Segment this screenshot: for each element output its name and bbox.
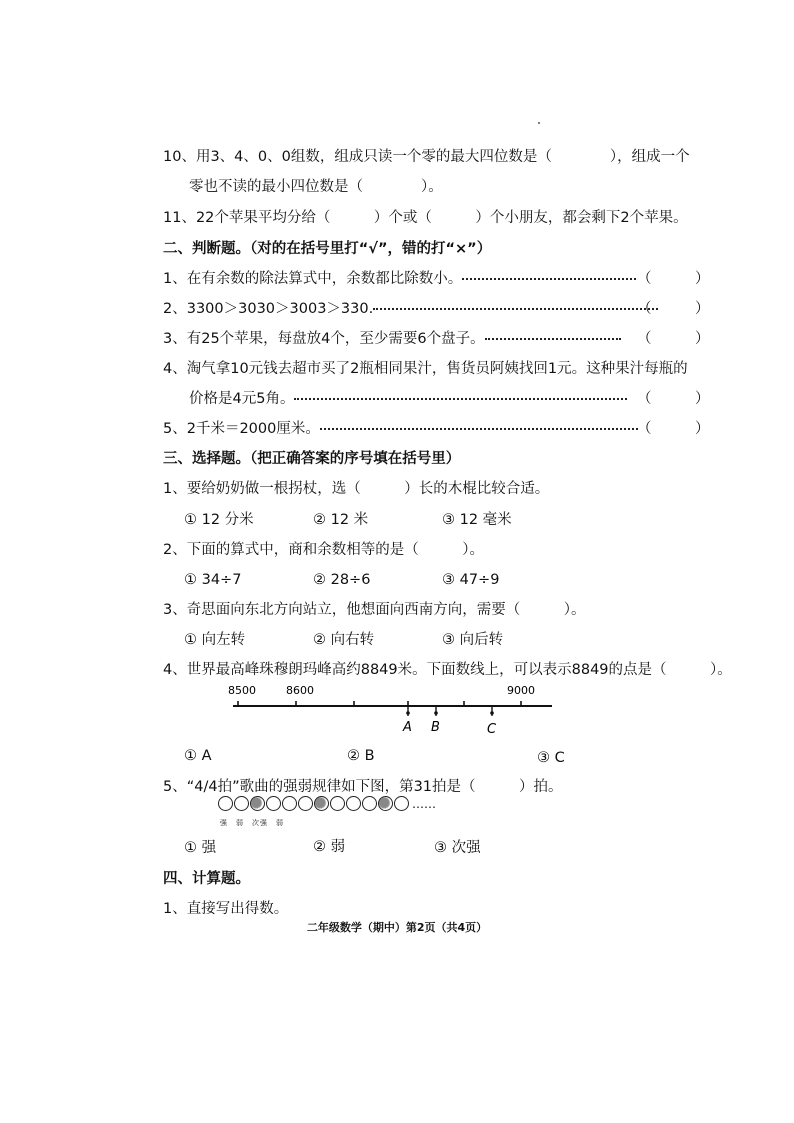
beat-circle xyxy=(394,796,409,811)
choice-q2: 2、下面的算式中，商和余数相等的是（ ）。 xyxy=(163,542,484,558)
page-footer: 二年级数学（期中）第2页（共4页） xyxy=(306,921,488,934)
beat-circle xyxy=(234,796,249,811)
choice-q4-option-1[interactable]: ① A xyxy=(184,748,212,764)
choice-q3-option-3[interactable]: ③ 向后转 xyxy=(442,632,504,648)
tick-label-9000: 9000 xyxy=(507,684,535,697)
beat-ellipsis: …… xyxy=(412,796,436,811)
calc-q1: 1、直接写出得数。 xyxy=(163,901,289,917)
choice-q1-option-2[interactable]: ② 12 米 xyxy=(313,512,369,528)
choice-q5: 5、“4/4拍”歌曲的强弱规律如下图，第31拍是（ ）拍。 xyxy=(163,779,563,795)
choice-q5-option-1[interactable]: ① 强 xyxy=(184,840,217,856)
judge-item-2-text: 2、3300＞3030＞3003＞330. xyxy=(163,301,374,317)
choice-q2-option-3[interactable]: ③ 47÷9 xyxy=(442,572,500,588)
beat-circle xyxy=(298,796,313,811)
number-line xyxy=(0,680,794,770)
beat-circle xyxy=(282,796,297,811)
judge-item-3 xyxy=(163,330,621,348)
judge-item-4-paren[interactable]: （ ） xyxy=(637,391,710,407)
choice-q4-option-3[interactable]: ③ C xyxy=(537,750,565,766)
beat-circle xyxy=(362,796,377,811)
section3-title: 三、选择题。（把正确答案的序号填在括号里） xyxy=(163,451,461,467)
q11: 11、22个苹果平均分给（ ）个或（ ）个小朋友，都会剩下2个苹果。 xyxy=(163,210,688,226)
choice-q4-option-2[interactable]: ② B xyxy=(347,748,375,764)
section4-title: 四、计算题。 xyxy=(163,871,250,887)
judge-item-5-paren[interactable]: （ ） xyxy=(637,421,710,437)
point-label-a: A xyxy=(403,720,412,735)
q10-line2: 零也不读的最小四位数是（ ）。 xyxy=(189,179,443,195)
tick-label-8600: 8600 xyxy=(286,684,314,697)
judge-item-3-text: 3、有25个苹果，每盘放4个，至少需要6个盘子。 xyxy=(163,331,485,347)
dot-leader xyxy=(485,338,621,340)
section2-title: 二、判断题。（对的在括号里打“√”，错的打“×”） xyxy=(163,241,492,257)
judge-item-2-paren[interactable]: （ ） xyxy=(637,301,710,317)
q10-line1: 10、用3、4、0、0组数，组成只读一个零的最大四位数是（ ），组成一个 xyxy=(163,149,690,165)
judge-item-4-text2: 价格是4元5角。 xyxy=(189,391,295,407)
choice-q1: 1、要给奶奶做一根拐杖，选（ ）长的木棍比较合适。 xyxy=(163,481,550,497)
beat-circle xyxy=(330,796,345,811)
beat-circle xyxy=(346,796,361,811)
choice-q4: 4、世界最高峰珠穆朗玛峰高约8849米。下面数线上，可以表示8849的点是（ ）。 xyxy=(163,662,732,678)
choice-q3: 3、奇思面向东北方向站立，他想面向西南方向，需要（ ）。 xyxy=(163,602,586,618)
choice-q3-option-1[interactable]: ① 向左转 xyxy=(184,632,246,648)
dot-leader xyxy=(320,428,638,430)
judge-item-5-text: 5、2千米＝2000厘米。 xyxy=(163,421,320,437)
dot-leader xyxy=(294,398,627,400)
choice-q1-option-3[interactable]: ③ 12 毫米 xyxy=(442,512,512,528)
beat-circle xyxy=(314,796,329,811)
beat-circle xyxy=(218,796,233,811)
point-label-b: B xyxy=(431,720,440,735)
judge-item-1 xyxy=(163,270,636,288)
beat-labels: 强 弱 次强 弱 xyxy=(220,819,284,827)
choice-q5-option-2[interactable]: ② 弱 xyxy=(313,839,346,855)
beat-pattern xyxy=(218,796,436,811)
judge-item-4-cont xyxy=(189,390,627,408)
choice-q3-option-2[interactable]: ② 向右转 xyxy=(313,632,375,648)
tick-label-8500: 8500 xyxy=(228,684,256,697)
choice-q2-option-1[interactable]: ① 34÷7 xyxy=(184,572,242,588)
judge-item-4: 4、淘气拿10元钱去超市买了2瓶相同果汁，售货员阿姨找回1元。这种果汁每瓶的 xyxy=(163,361,688,377)
judge-item-2 xyxy=(163,300,658,318)
judge-item-5 xyxy=(163,420,638,438)
dot-leader xyxy=(373,308,658,310)
judge-item-1-text: 1、在有余数的除法算式中，余数都比除数小。 xyxy=(163,271,463,287)
dot-leader xyxy=(462,278,636,280)
beat-circle xyxy=(250,796,265,811)
choice-q2-option-2[interactable]: ② 28÷6 xyxy=(313,572,371,588)
number-line-points xyxy=(406,706,494,716)
point-label-c: C xyxy=(487,722,497,737)
beat-circle xyxy=(378,796,393,811)
judge-item-1-paren[interactable]: （ ） xyxy=(637,271,710,287)
judge-item-3-paren[interactable]: （ ） xyxy=(637,331,710,347)
beat-circle xyxy=(266,796,281,811)
choice-q5-option-3[interactable]: ③ 次强 xyxy=(434,840,481,856)
scan-speck xyxy=(538,122,540,124)
choice-q1-option-1[interactable]: ① 12 分米 xyxy=(184,512,254,528)
